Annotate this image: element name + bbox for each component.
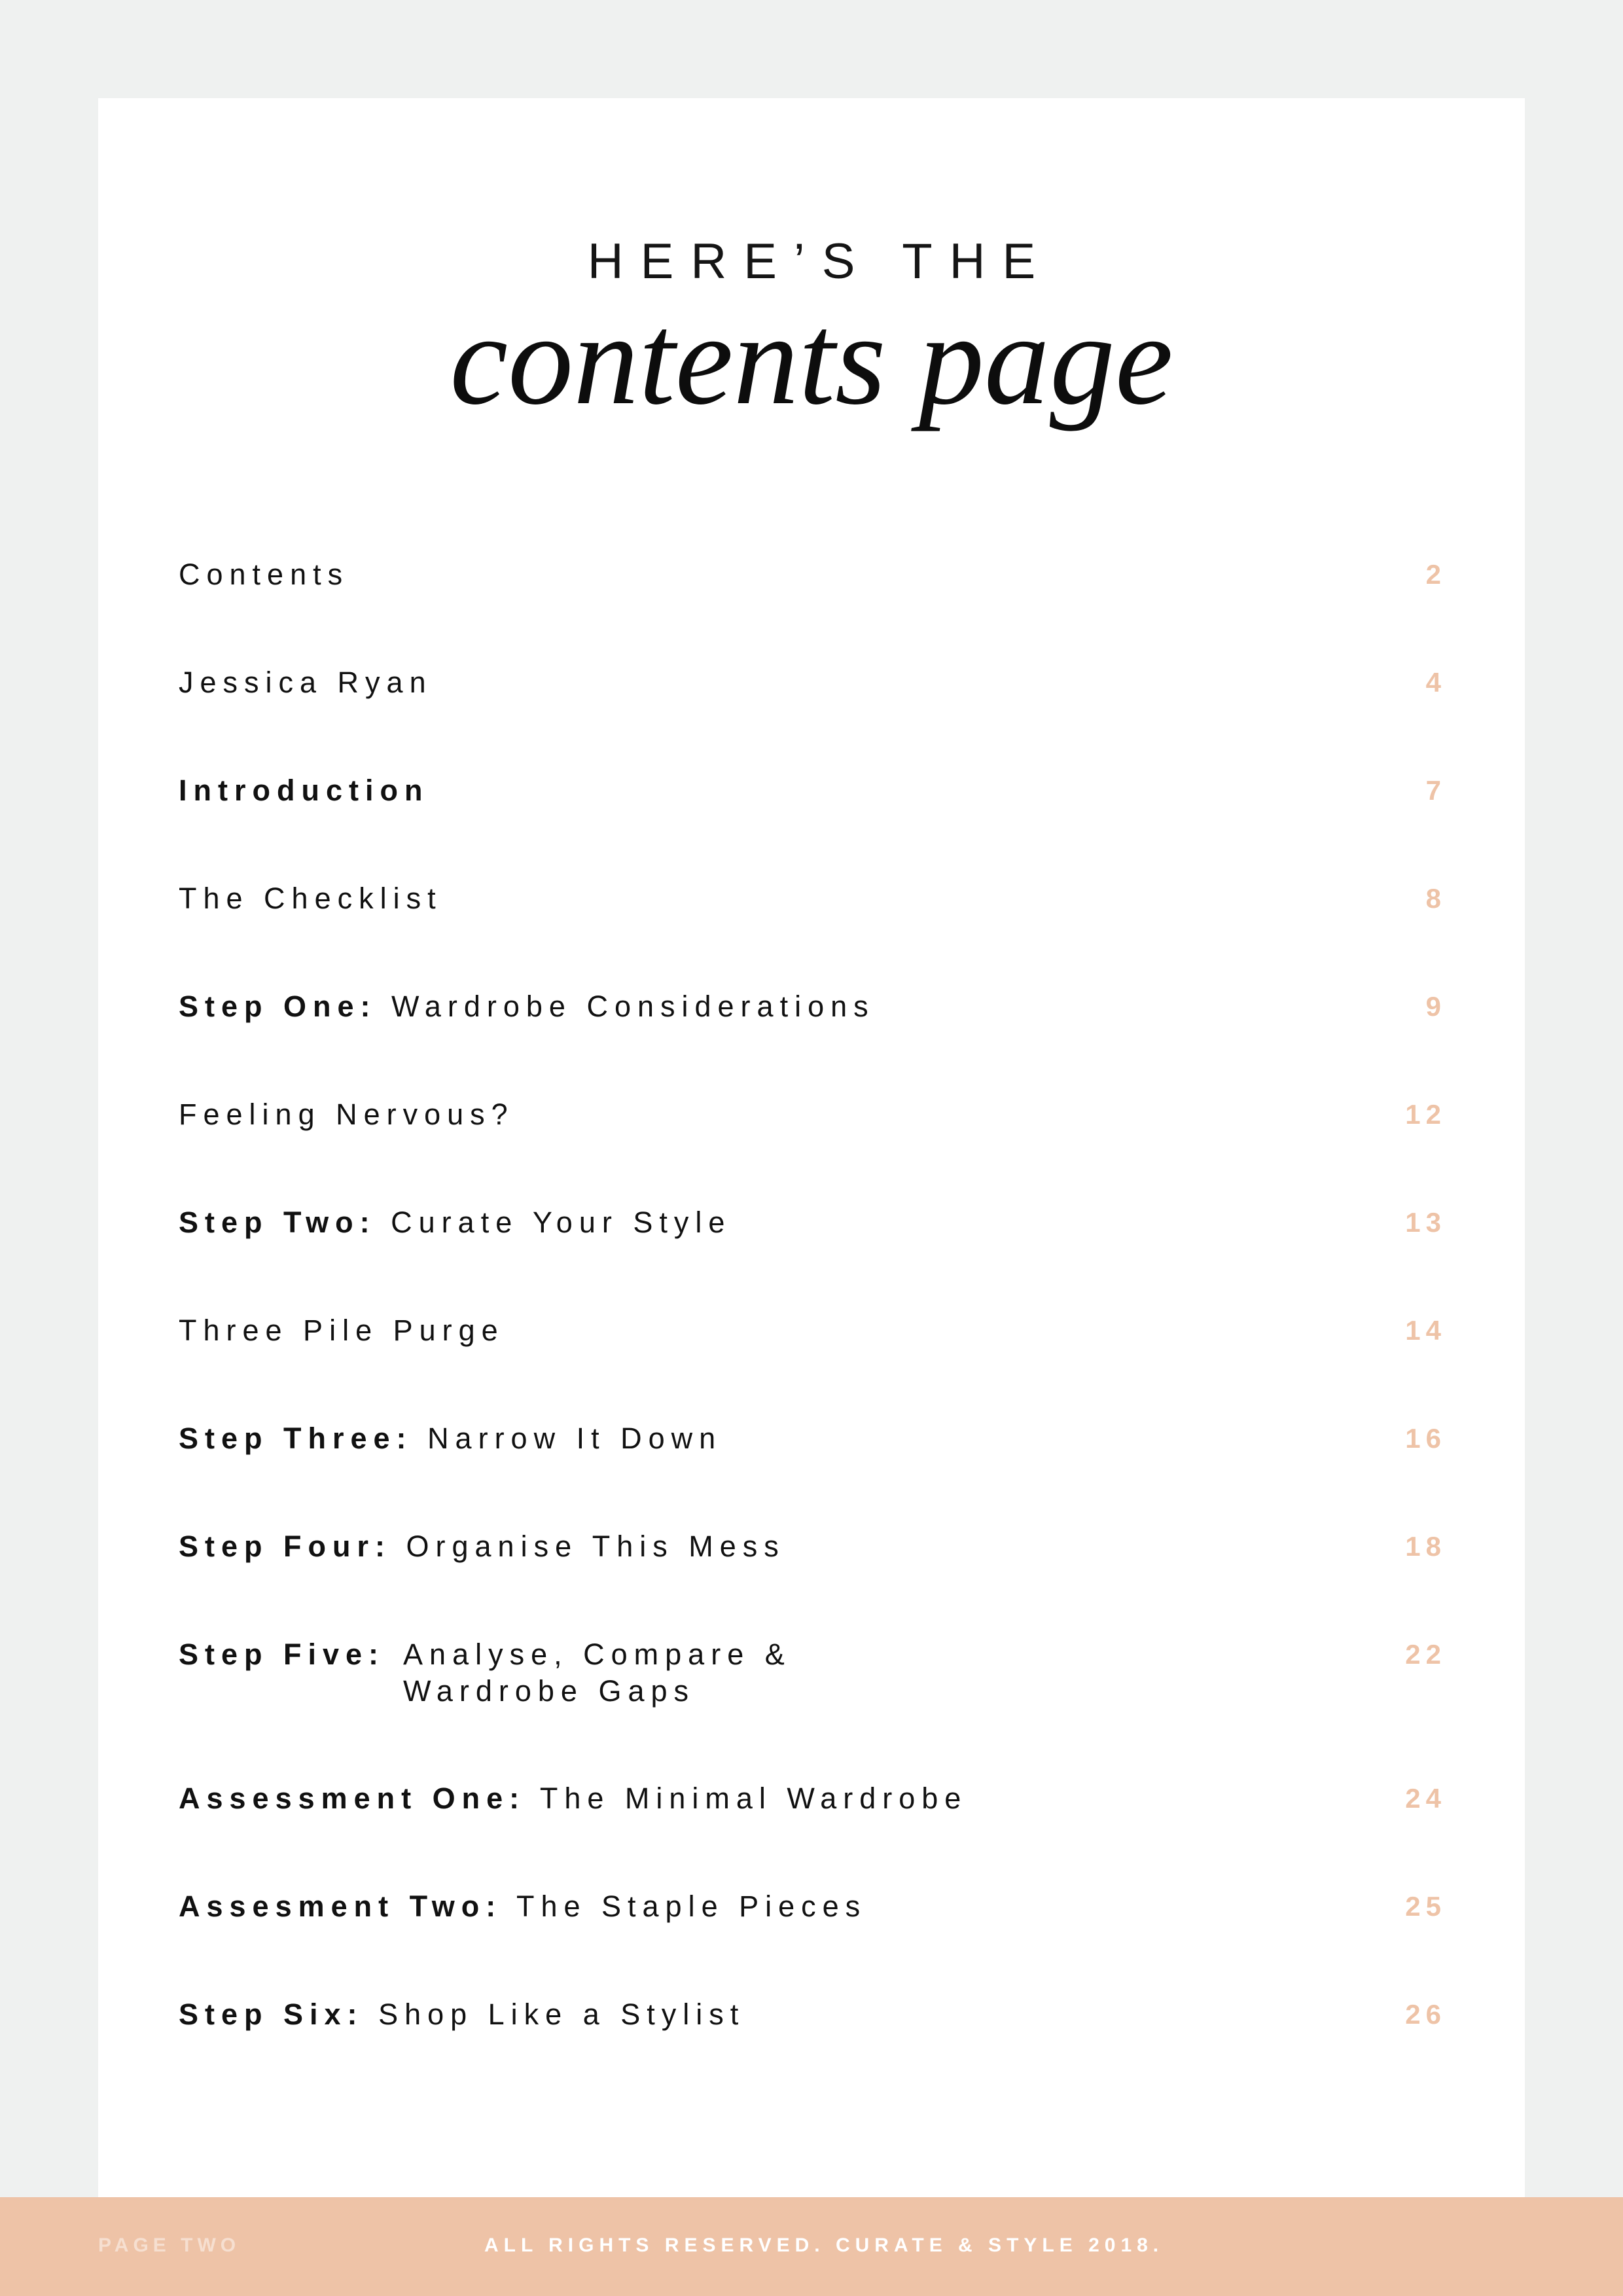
- toc-entry: [179, 880, 1446, 920]
- toc-entry-text: Narrow It Down: [427, 1422, 722, 1455]
- toc-entry-text: Organise This Mess: [406, 1530, 785, 1563]
- toc-entry-text: Curate Your Style: [391, 1206, 732, 1239]
- toc-entry-text: Contents: [179, 558, 349, 591]
- toc-entry-bold: Step Four:: [179, 1530, 391, 1563]
- toc-entry: [179, 556, 1446, 596]
- toc-entry-text: Three Pile Purge: [179, 1314, 505, 1347]
- toc-entry-bold: Assessment One:: [179, 1782, 526, 1815]
- page-number-label: PAGE TWO: [98, 2234, 241, 2256]
- toc-entry-bold: Step One:: [179, 990, 377, 1023]
- toc-entry: [179, 1636, 1446, 1715]
- toc-entry-text: The Minimal Wardrobe: [539, 1782, 968, 1815]
- toc-entry-page: 4: [1425, 667, 1446, 698]
- toc-entry: [179, 772, 1446, 812]
- toc-entry-bold: Assesment Two:: [179, 1890, 503, 1923]
- toc-entry-text: The Staple Pieces: [516, 1890, 867, 1923]
- toc-entry-page: 24: [1405, 1783, 1446, 1814]
- toc-entry-title: [179, 1636, 791, 1710]
- toc-entry-text: Feeling Nervous?: [179, 1098, 514, 1131]
- toc-entry-title: [179, 1528, 785, 1565]
- toc-entry-page: 13: [1405, 1207, 1446, 1238]
- toc-entry-bold: Step Six:: [179, 1998, 364, 2031]
- toc-entry: [179, 1420, 1446, 1460]
- document-page: [98, 98, 1525, 2198]
- toc-entry: [179, 1312, 1446, 1352]
- page-footer: [0, 2197, 1623, 2296]
- toc-entry-text: Shop Like a Stylist: [378, 1998, 745, 2031]
- toc-entry-bold: Step Two:: [179, 1206, 376, 1239]
- toc-entry-page: 2: [1425, 559, 1446, 590]
- toc-entry-title: [179, 556, 349, 593]
- toc-entry-page: 16: [1405, 1423, 1446, 1454]
- toc-entry-text: Analyse, Compare &: [403, 1638, 791, 1671]
- toc-entry-title: [179, 880, 442, 917]
- toc-entry-page: 18: [1405, 1531, 1446, 1562]
- toc-entry-page: 22: [1405, 1639, 1446, 1670]
- toc-entry-page: 14: [1405, 1315, 1446, 1346]
- toc-entry-bold: Introduction: [179, 774, 429, 807]
- toc-entry-text: Jessica Ryan: [179, 666, 433, 699]
- toc-entry-page: 8: [1425, 883, 1446, 914]
- toc-entry-page: 9: [1425, 991, 1446, 1022]
- heading-kicker: HERE’S THE: [587, 234, 1053, 289]
- toc-entry-bold: Step Five:: [179, 1638, 385, 1671]
- toc-entry-title: [179, 1204, 731, 1241]
- toc-entry: [179, 664, 1446, 704]
- toc-entry-page: 26: [1405, 1999, 1446, 2030]
- toc-entry-title: [179, 988, 875, 1025]
- toc-entry: [179, 1780, 1446, 1820]
- toc-entry-bold: Step Three:: [179, 1422, 413, 1455]
- toc-entry-page: 25: [1405, 1891, 1446, 1922]
- toc-entry-page: 12: [1405, 1099, 1446, 1130]
- toc-entry: [179, 1528, 1446, 1568]
- toc-entry-title: [179, 664, 433, 701]
- toc-entry: [179, 1996, 1446, 2036]
- toc-entry-title: [179, 1420, 722, 1457]
- toc-entry-text: Wardrobe Considerations: [391, 990, 875, 1023]
- toc-entry: [179, 1096, 1446, 1136]
- toc-entry: [179, 1888, 1446, 1928]
- page-title: contents page: [450, 287, 1173, 432]
- toc-entry-title: [179, 1312, 505, 1349]
- toc-entry-title: [179, 1780, 967, 1817]
- toc-entry: [179, 988, 1446, 1028]
- toc-entry-title: [179, 1996, 745, 2033]
- copyright-notice: ALL RIGHTS RESERVED. CURATE & STYLE 2018.: [484, 2234, 1164, 2256]
- toc-entry-title: [179, 1096, 514, 1133]
- toc-entry-text-block: [403, 1636, 791, 1710]
- toc-entry-title: [179, 772, 429, 809]
- toc-entry: [179, 1204, 1446, 1244]
- toc-entry-page: 7: [1425, 775, 1446, 806]
- toc-entry-title: [179, 1888, 866, 1925]
- toc-entry-text-continued: Wardrobe Gaps: [403, 1674, 696, 1708]
- toc-entry-text: The Checklist: [179, 882, 442, 915]
